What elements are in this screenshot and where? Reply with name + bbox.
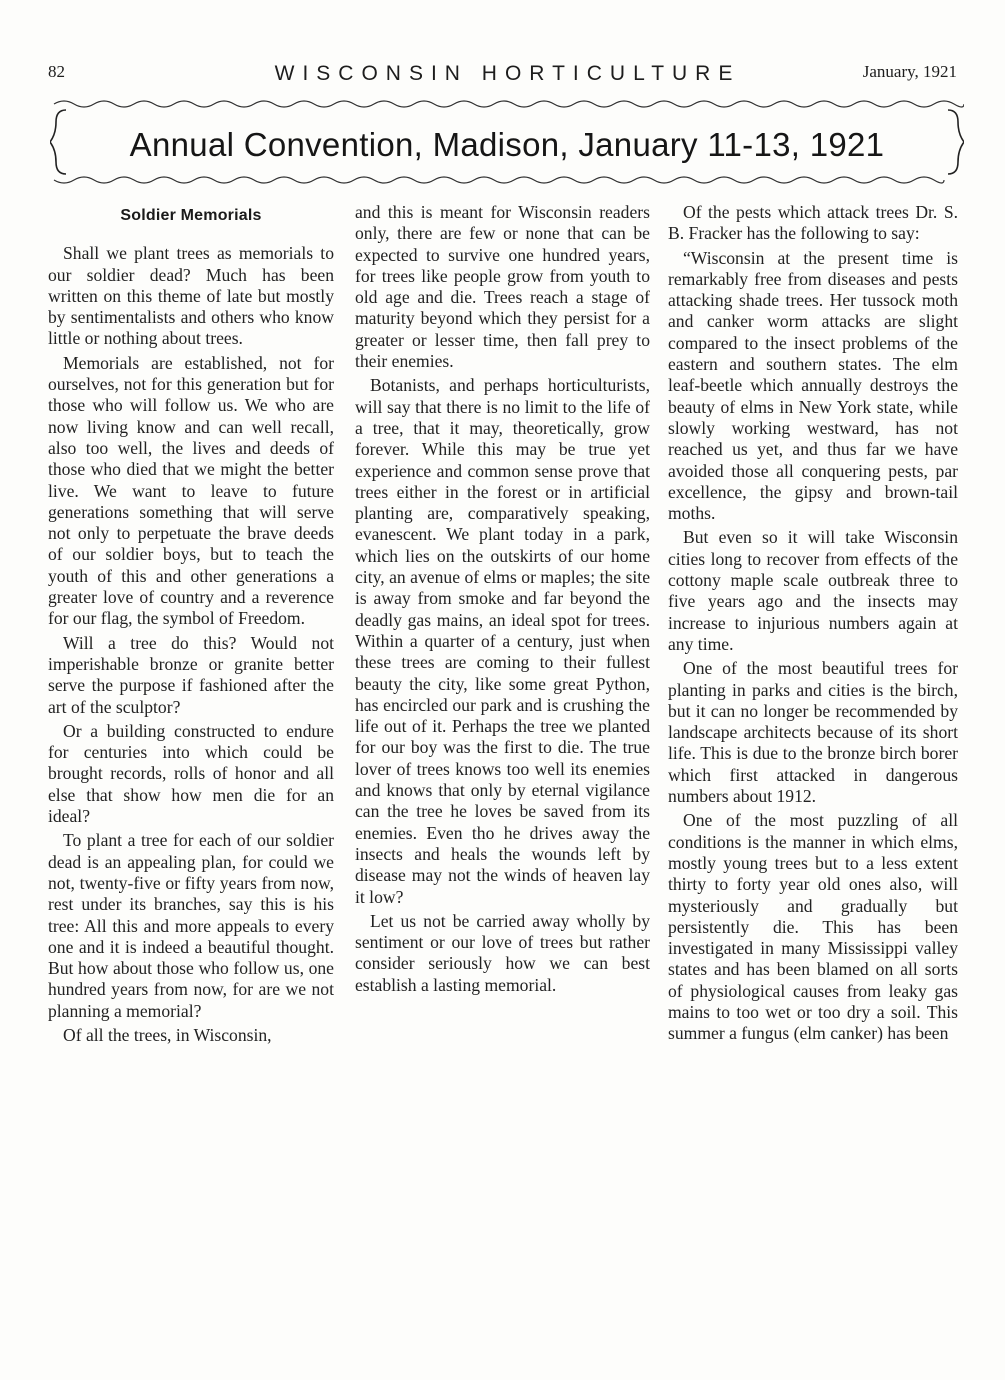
page-number: 82 (48, 62, 65, 81)
article-column-1 (48, 202, 334, 1046)
paragraph: Shall we plant trees as memorials to our soldier dead? Much has been written on this theme of late but mostly by sentimentalists and others who know little or nothing about trees. (48, 243, 334, 349)
paragraph: Botanists, and perhaps horticulturists, will say that there is no limit to the life of a tree, that it may, theoretically, grow forever. While this may be true yet experience and common sense prove that trees either in the forest or in artificial planting are, comparatively speaking, evanescent. We plant today in a park, which lies on the outskirts of our home city, an avenue of elms or maples; the site is away from smoke and far beyond the deadly gas mains, an ideal spot for trees. Within a quarter of a century, just when these trees are coming to their fullest beauty the city, like some great Python, has encircled our park and is crushing the life out of it. Perhaps the tree we planted for our boy was the first to die. The true lover of trees knows too well its enemies and knows that only by eternal vigilance can the tree he loves be saved from its enemies. Even tho he drives away the insects and heals the wounds left by disease may not the winds of heaven lay it low? (355, 375, 650, 907)
running-head (0, 62, 1005, 88)
convention-title: Annual Convention, Madison, January 11-13, 1921 (129, 126, 885, 163)
article-column-2 (355, 202, 650, 996)
paragraph: Of the pests which attack trees Dr. S. B. Fracker has the following to say: (668, 202, 958, 244)
paragraph: Memorials are established, not for ourselves, not for this generation but for those who will follow us. We who are now living know and can well recall, also too well, the lives and deeds of those who died that we might the better live. We want to leave to future generations something that will serve not only to perpetuate the brave deeds of our soldier boys, but to teach the youth of this and other generations a greater love of country and a reverence for our flag, the symbol of Freedom. (48, 352, 334, 629)
journal-title: WISCONSIN HORTICULTURE (274, 62, 741, 85)
paragraph: Of all the trees, in Wisconsin, (63, 1024, 272, 1045)
convention-banner (50, 96, 964, 188)
paragraph: Or a building constructed to endure for centuries into which could be brought records, rolls of honor and all else that show how men die for an ideal? (48, 720, 334, 827)
paragraph: “Wisconsin at the present time is remarkably free from diseases and pests attacking shade trees. Her tussock moth and canker worm attacks are slight compared to the insect problems of the eastern and southern states. The elm leaf-beetle which annually destroys the beauty of elms in New York state, while slowly working westward, has not reached us yet, and thus far we have avoided those all conquering pests, par excellence, the gipsy and brown-tail moths. (668, 247, 958, 524)
paragraph: One of the most beautiful trees for planting in parks and cities is the birch, but it can no longer be recommended by landscape architects because of its short life. This is due to the bronze birch borer which first attacked in dangerous numbers about 1912. (668, 658, 958, 807)
article-column-3 (668, 202, 958, 1045)
issue-date: January, 1921 (862, 62, 957, 81)
paragraph: Will a tree do this? Would not imperishable bronze or granite better serve the purpose if fashioned after the art of the sculptor? (48, 632, 334, 717)
article-heading: Soldier Memorials (120, 207, 262, 224)
paragraph: One of the most puzzling of all conditions is the manner in which elms, mostly young trees but to a less extent thirty to forty year old ones also, will mysteriously and gradually but persistently die. This has been investigated in many Mississippi valley states and has been blamed on all sorts of physiological causes from leaky gas mains to too wet or too dry a soil. This summer a fungus (elm canker) has been (668, 810, 958, 1044)
paragraph: Let us not be carried away wholly by sentiment or our love of trees but rather consider seriously how we can best establish a lasting memorial. (355, 910, 650, 995)
paragraph: and this is meant for Wisconsin readers only, there are few or none that can be expected to survive one hundred years, for trees like people grow from youth to old age and die. Trees reach a stage of maturity beyond which they persist for a greater or lesser time, then fall prey to their enemies. (355, 202, 650, 372)
paragraph: To plant a tree for each of our soldier dead is an appealing plan, for could we not, twenty-five or fifty years from now, rest under its branches, say this is his tree: All this and more appeals to every one and it is indeed a beautiful thought. But how about those who follow us, one hundred years from now, for are we not planning a memorial? (48, 830, 334, 1021)
paragraph: But even so it will take Wisconsin cities long to recover from effects of the cottony maple scale outbreak three to five years ago and the insects may increase to injurious numbers again at any time. (668, 527, 958, 654)
